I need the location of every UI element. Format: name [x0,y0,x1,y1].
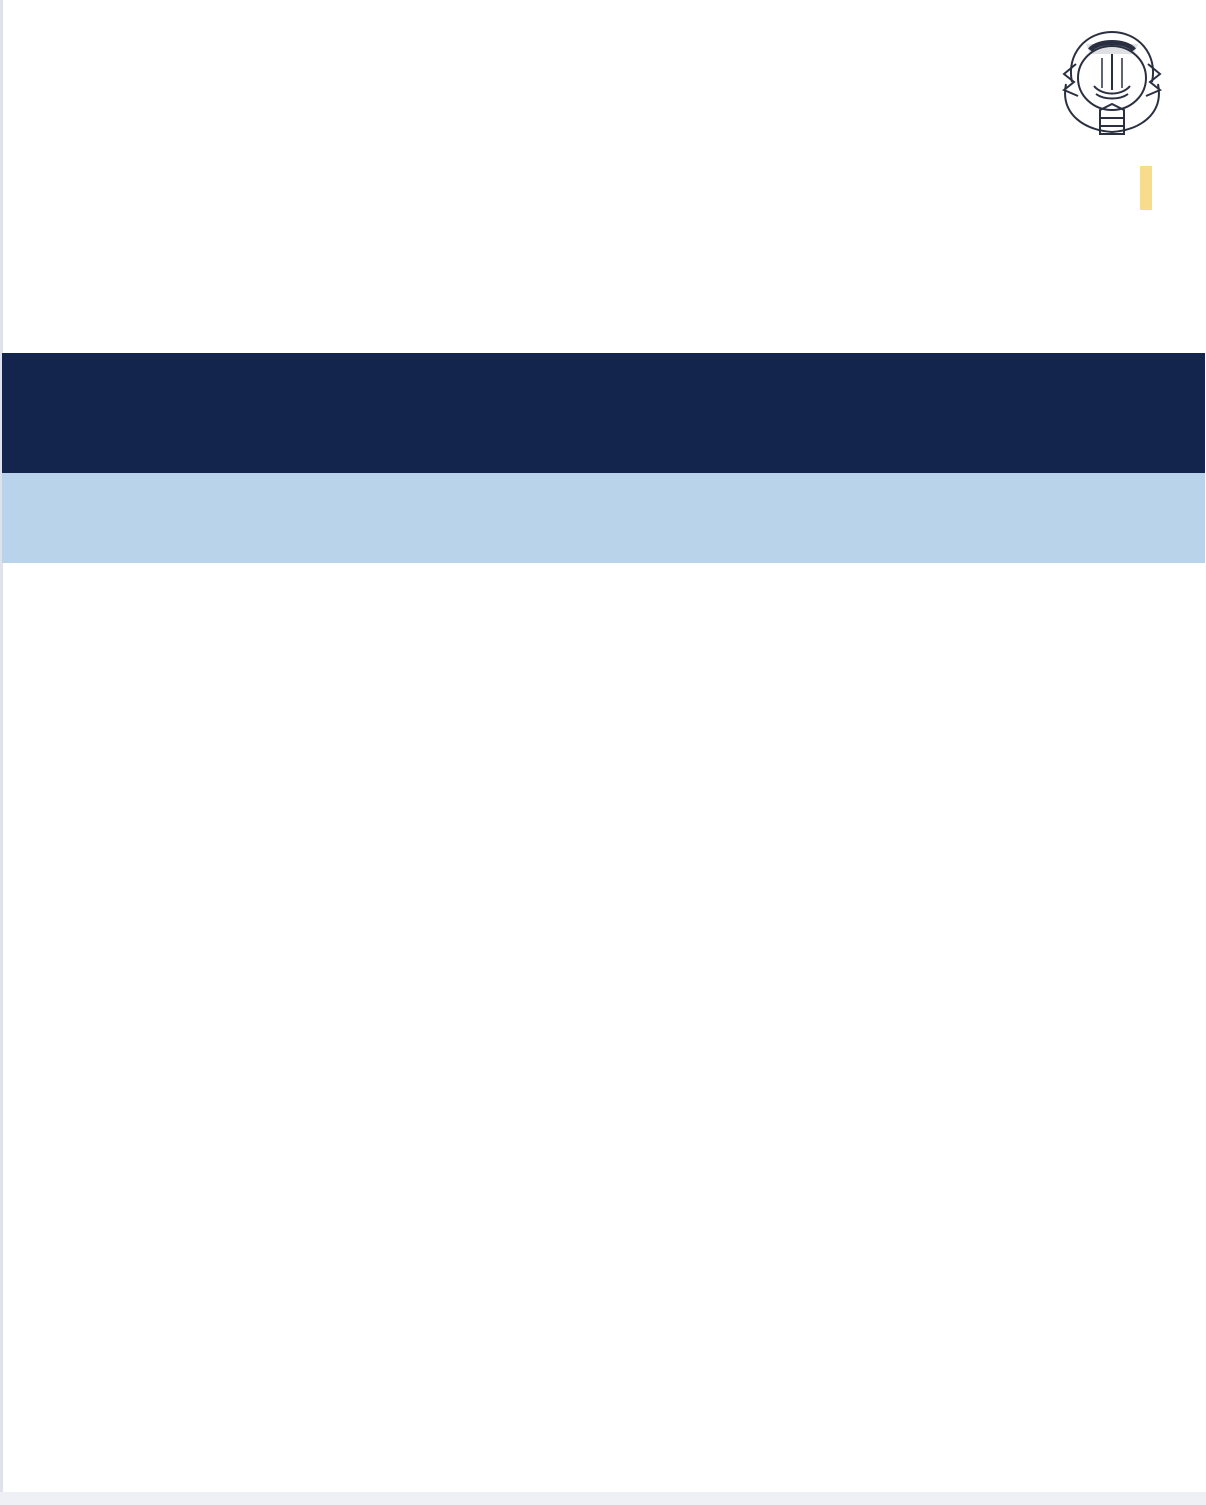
ministry-logo-block [828,24,1168,140]
page-edge [0,0,3,1505]
table-header [2,353,1205,473]
state-line [1030,38,1042,56]
header-hours [395,353,707,473]
bottom-edge [0,1492,1206,1505]
ministry-text [1030,38,1042,56]
page-title [40,155,1152,221]
kuwait-emblem-icon [1056,24,1168,140]
header-time [707,353,857,473]
break-day-row [2,473,1205,563]
exam-schedule-table [2,353,1205,563]
title-highlight-section [1140,166,1152,210]
header-subject [2,353,395,473]
title-line-2 [40,155,1152,221]
header-day-date [857,353,1205,473]
